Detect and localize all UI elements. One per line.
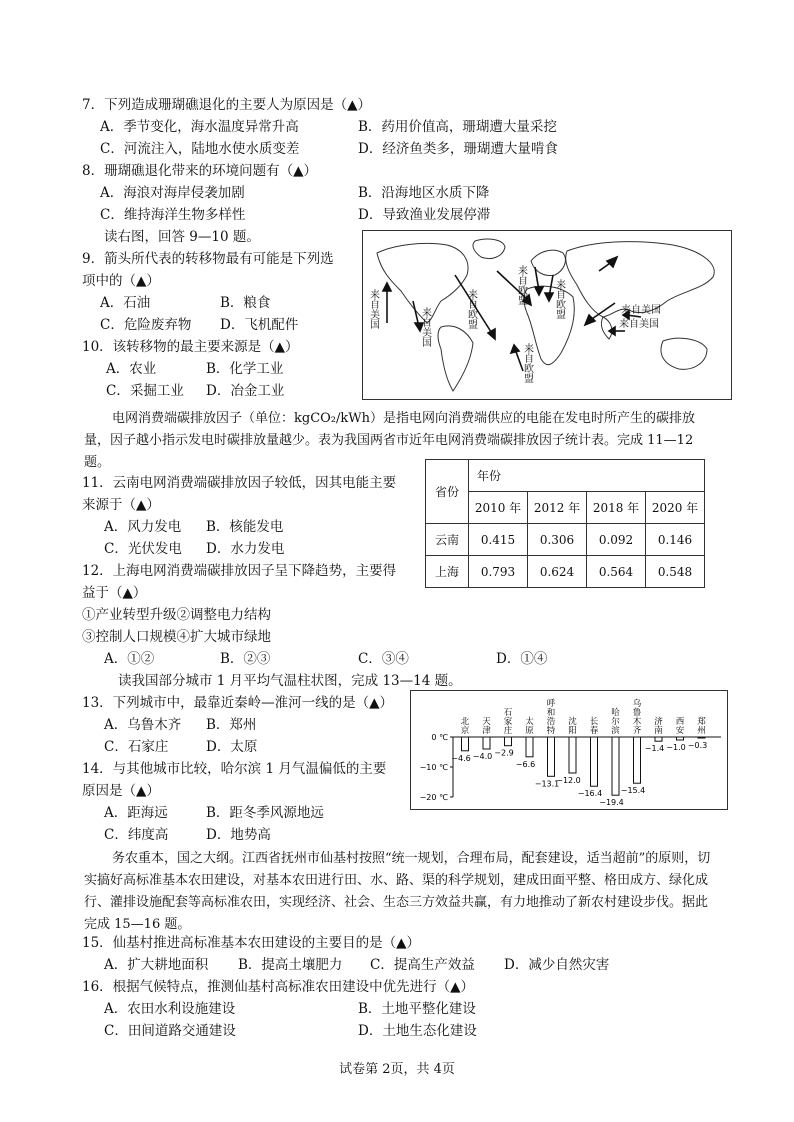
q11-option-b[interactable]: B．核能发电 [206,519,284,535]
q7-option-c[interactable]: C．河流注入，陆地水使水质变差 [100,141,300,157]
world-map-figure [362,230,732,400]
label-from-europe-3: 来自欧盟 [553,279,565,319]
q12-option-c[interactable]: C．③④ [358,651,409,667]
world-map-svg [363,231,731,399]
q11-stem-line1: 11．云南电网消费端碳排放因子较低，因其电能主要 [82,475,397,491]
q12-items-line1: ①产业转型升级②调整电力结构 [82,607,271,623]
bar-太原 [526,737,533,757]
table-cell: 0.415 [469,524,528,556]
q15-option-b[interactable]: B．提高土壤肥力 [238,957,343,973]
category-label: 北京 [460,717,470,736]
q7-stem: 7．下列造成珊瑚礁退化的主要人为原因是（▲） [82,97,371,113]
q12-option-d[interactable]: D．①④ [496,651,548,667]
table-year: 2020 年 [646,492,705,524]
q16-stem: 16．根据气候特点，推测仙基村高标准农田建设中优先进行（▲） [82,979,475,995]
table-cell: 0.306 [528,524,587,556]
category-label: 天津 [482,717,491,736]
value-label: −12.0 [556,776,581,785]
q16-option-c[interactable]: C．田间道路交通建设 [104,1023,236,1039]
arrow-head [511,345,519,353]
q8-option-d[interactable]: D．导致渔业发展停滞 [358,207,491,223]
q8-option-a[interactable]: A．海浪对海岸侵袭加剧 [100,185,245,201]
value-label: −15.4 [620,786,646,796]
q15-option-d[interactable]: D．减少自然灾害 [504,957,610,973]
arrow-head [607,257,617,267]
label-from-europe-2: 来自欧盟 [515,265,527,305]
q7-option-d[interactable]: D．经济鱼类多，珊瑚遭大量啃食 [358,141,558,157]
q11-option-d[interactable]: D．水力发电 [206,541,285,557]
bar-沈阳 [569,737,576,773]
table-corner-top: 年份 [469,460,705,492]
category-label: 太原 [525,717,534,736]
arrow-head [383,283,391,291]
value-label: −1.4 [644,744,665,754]
q13-option-c[interactable]: C．石家庄 [104,739,169,755]
label-from-us-east2: 来自美国 [619,319,659,330]
y-tick-label: −10 ℃ [419,763,448,772]
category-label: 沈阳 [568,717,577,736]
q7-option-a[interactable]: A．季节变化，海水温度异常升高 [100,119,299,135]
q12-stem-line1: 12．上海电网消费端碳排放因子呈下降趋势，主要得 [82,563,397,579]
y-tick-label: 0 ℃ [431,733,448,742]
table-cell: 0.548 [646,556,705,588]
q10-option-c[interactable]: C．采掘工业 [106,383,184,399]
value-label: −0.3 [687,740,708,750]
q14-stem-line2: 原因是（▲） [82,783,160,799]
bar-石家庄 [505,737,512,746]
category-label: 郑州 [697,717,706,736]
arrow-head [609,327,615,335]
q16-option-b[interactable]: B．土地平整化建设 [358,1001,476,1017]
q9-option-d[interactable]: D．飞机配件 [220,317,299,333]
q9-stem-line2: 项中的（▲） [82,273,160,289]
q16-option-d[interactable]: D．土地生态化建设 [358,1023,477,1039]
category-label: 西安 [675,717,685,736]
table-cell: 0.624 [528,556,587,588]
value-label: −13.1 [534,779,560,789]
label-from-europe-4: 来自欧盟 [521,343,533,383]
q13-stem: 13．下列城市中，最靠近秦岭—淮河一线的是（▲） [82,695,394,711]
arrow-head [488,329,495,339]
south-america-outline [438,326,473,391]
q10-option-b[interactable]: B．化学工业 [206,361,284,377]
intro-11-12: 电网消费端碳排放因子（单位：kgCO₂/kWh）是指电网向消费端供应的电能在发电时所产生的碳排放量，因子越小指示发电时碳排放量越少。表为我国两省市近年电网消费端碳排放因子统计表。完成 11—12 题。 [84,411,696,470]
table-cell: 0.793 [469,556,528,588]
table-cell: 0.092 [587,524,646,556]
q16-option-a[interactable]: A．农田水利设施建设 [104,1001,236,1017]
intro-15-16: 务农重本，国之大纲。江西省抚州市仙基村按照“统一规划，合理布局，配套建设，适当超前”的原则，切实搞好高标准基本农田建设，对基本农田进行田、水、路、渠的科学规划，建成田面平整、格田成方、绿化成行、灌排设施配套等高标准农田，实现经济、社会、生态三方效益共赢，有力地推动了新农村建设步伐。据此完成 15—16 题。 [84,851,711,932]
q15-option-c[interactable]: C．提高生产效益 [370,957,475,973]
q14-option-d[interactable]: D．地势高 [206,827,271,843]
label-from-us-left: 来自美国 [367,289,379,329]
category-label: 济南 [654,717,663,736]
q14-option-b[interactable]: B．距冬季风源地远 [206,805,324,821]
q9-option-a[interactable]: A．石油 [100,295,151,311]
q10-stem: 10．该转移物的最主要来源是（▲） [82,339,299,355]
bar-郑州 [698,737,705,738]
category-label: 石家庄 [503,708,513,736]
table-row-name: 云南 [426,524,469,556]
bar-哈尔滨 [612,737,619,795]
australia-outline [661,338,707,369]
value-label: −4.6 [451,753,471,763]
q12-option-a[interactable]: A．①② [104,651,155,667]
temperature-chart-svg [411,691,727,809]
bar-呼和浩特 [548,737,555,776]
table-corner-left: 省份 [426,460,469,524]
q14-option-c[interactable]: C．纬度高 [104,827,169,843]
table-year: 2012 年 [528,492,587,524]
category-label: 长春 [589,717,599,736]
q10-option-d[interactable]: D．冶金工业 [206,383,285,399]
q9-option-b[interactable]: B．粮食 [220,295,271,311]
value-label: −2.9 [494,748,514,758]
q9-option-c[interactable]: C．危险废弃物 [100,317,192,333]
value-label: −16.4 [577,789,603,799]
arrow-head [585,315,595,325]
q13-option-b[interactable]: B．郑州 [206,717,257,733]
value-label: −4.0 [472,752,493,761]
q14-stem-line1: 14．与其他城市比较，哈尔滨 1 月气温偏低的主要 [82,761,387,777]
q11-option-c[interactable]: C．光伏发电 [104,541,182,557]
value-label: −1.0 [666,743,686,752]
q7-option-b[interactable]: B．药用价值高，珊瑚遭大量采挖 [358,119,557,135]
label-from-us-2: 来自美国 [419,307,431,347]
table-year: 2018 年 [587,492,646,524]
q10-option-a[interactable]: A．农业 [106,361,157,377]
value-label: −19.4 [599,798,624,808]
page-footer: 试卷第 2页，共 4页 [339,1062,455,1077]
q13-option-d[interactable]: D．太原 [206,739,258,755]
q13-option-a[interactable]: A．乌鲁木齐 [104,717,182,733]
arrow-head [545,293,553,301]
intro-9-10: 读右图，回答 9—10 题。 [104,229,260,245]
q12-stem-line2: 益于（▲） [82,585,147,601]
q8-stem: 8．珊瑚礁退化带来的环境问题有（▲） [82,163,317,179]
bar-乌鲁木齐 [634,737,641,783]
q8-option-c[interactable]: C．维持海洋生物多样性 [100,207,246,223]
greenland-outline [473,239,505,259]
table-year: 2010 年 [469,492,528,524]
category-label: 乌鲁木齐 [632,699,642,736]
q11-stem-line2: 来源于（▲） [82,497,160,513]
arrow-head [535,287,543,295]
carbon-factor-table [425,459,705,588]
q8-option-b[interactable]: B．沿海地区水质下降 [358,185,490,201]
q15-option-a[interactable]: A．扩大耕地面积 [104,957,209,973]
table-row [426,524,705,556]
q15-stem: 15．仙基村推进高标准基本农田建设的主要目的是（▲） [82,935,421,951]
value-label: −6.6 [515,759,536,769]
y-tick-label: −20 ℃ [419,793,448,802]
temperature-chart [410,690,728,810]
bar-北京 [462,737,469,751]
q14-option-a[interactable]: A．距海远 [104,805,168,821]
table-row-name: 上海 [426,556,469,588]
q12-items-line2: ③控制人口规模④扩大城市绿地 [82,629,271,645]
label-from-europe-1: 来自欧盟 [465,289,477,329]
table-row [426,556,705,588]
label-from-us-east1: 来自美国 [621,305,661,316]
bar-济南 [655,737,662,741]
bar-天津 [483,737,490,749]
q11-option-a[interactable]: A．风力发电 [104,519,182,535]
q9-stem-line1: 9．箭头所代表的转移物最有可能是下列选 [82,251,334,267]
india-outline [601,317,611,339]
category-label: 呼和浩特 [546,699,556,736]
bar-西安 [677,737,684,740]
bar-长春 [591,737,598,786]
intro-13-14: 读我国部分城市 1 月平均气温柱状图，完成 13—14 题。 [118,673,462,689]
table-cell: 0.146 [646,524,705,556]
q12-option-b[interactable]: B．②③ [220,651,271,667]
category-label: 哈尔滨 [611,708,620,736]
table-cell: 0.564 [587,556,646,588]
